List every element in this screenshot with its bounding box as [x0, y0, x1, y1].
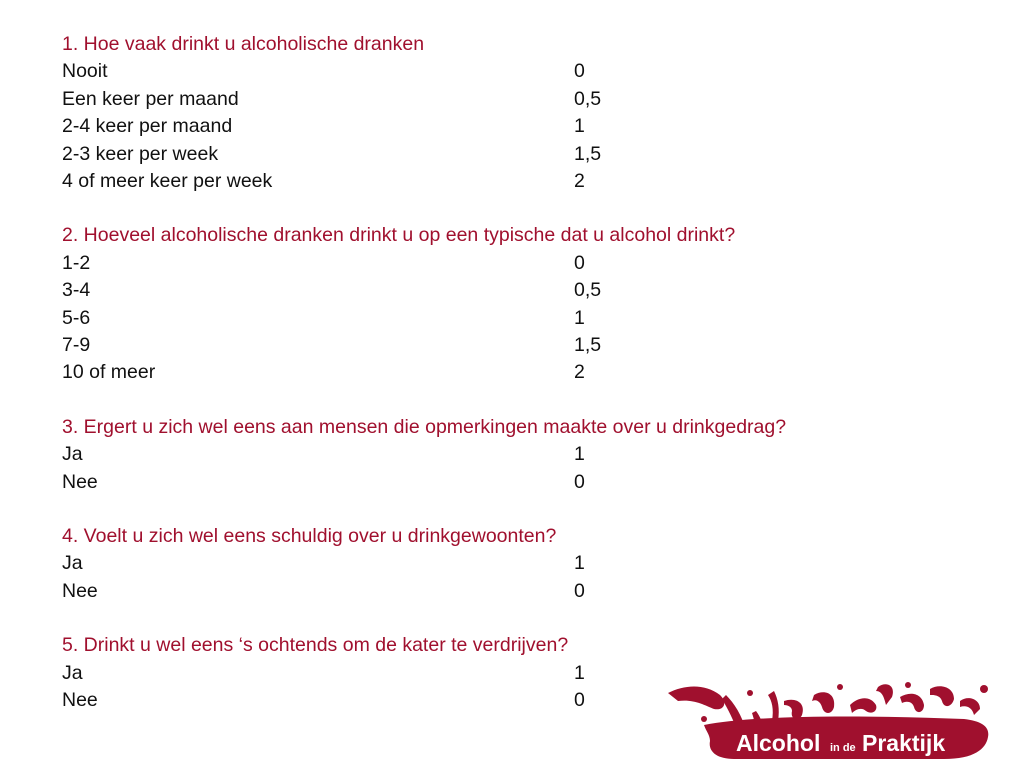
answer-score: 0,5 [574, 279, 602, 302]
question-title: 3. Ergert u zich wel eens aan mensen die opmerkingen maakte over u drinkgedrag? [62, 415, 787, 438]
question-title: 5. Drinkt u wel eens ‘s ochtends om de kater te verdrijven? [62, 634, 569, 657]
answer-option [62, 550, 962, 577]
answer-score: 1 [574, 306, 585, 329]
answer-label: 7-9 [62, 333, 91, 356]
answer-option [62, 141, 962, 168]
answer-label: 5-6 [62, 306, 91, 329]
answer-score: 1,5 [574, 333, 602, 356]
answer-label: 10 of meer [62, 361, 156, 384]
answer-label: Nee [62, 579, 98, 602]
answer-label: 1-2 [62, 251, 91, 274]
answer-score: 1 [574, 115, 585, 138]
question-4 [62, 523, 962, 605]
answer-option [62, 578, 962, 605]
question-2 [62, 222, 962, 386]
answer-option [62, 168, 962, 195]
answer-option [62, 86, 962, 113]
answer-option [62, 441, 962, 468]
answer-label: 2-4 keer per maand [62, 115, 233, 138]
answer-label: Nooit [62, 60, 108, 83]
answer-option [62, 250, 962, 277]
logo-text-praktijk: Praktijk [862, 730, 946, 756]
answer-option [62, 113, 962, 140]
question-title: 2. Hoeveel alcoholische dranken drinkt u op een typische dat u alcohol drinkt? [62, 224, 736, 247]
alcohol-in-de-praktijk-logo [664, 675, 994, 763]
wine-splash-logo-graphic [664, 675, 994, 763]
answer-option [62, 58, 962, 85]
answer-score: 0 [574, 470, 585, 493]
answer-label: Nee [62, 470, 98, 493]
answer-label: 3-4 [62, 279, 91, 302]
answer-label: 4 of meer keer per week [62, 169, 273, 192]
answer-label: Ja [62, 661, 83, 684]
answer-option [62, 332, 962, 359]
answer-score: 0 [574, 688, 585, 711]
question-title: 1. Hoe vaak drinkt u alcoholische dranken [62, 33, 425, 55]
answer-option [62, 359, 962, 386]
answer-score: 2 [574, 169, 585, 192]
answer-label: Ja [62, 552, 83, 575]
question-1 [62, 31, 962, 195]
logo-text-in-de: in de [830, 742, 856, 754]
questionnaire [62, 31, 962, 741]
answer-option [62, 277, 962, 304]
answer-score: 0 [574, 60, 585, 83]
answer-label: Ja [62, 443, 83, 466]
answer-score: 1 [574, 443, 585, 466]
answer-option [62, 305, 962, 332]
answer-score: 0 [574, 579, 585, 602]
question-3 [62, 414, 962, 496]
logo-text-alcohol: Alcohol [736, 730, 821, 756]
answer-option [62, 469, 962, 496]
answer-label: Nee [62, 688, 98, 711]
answer-score: 1,5 [574, 142, 602, 165]
answer-score: 0,5 [574, 87, 602, 110]
answer-score: 1 [574, 552, 585, 575]
answer-score: 1 [574, 661, 585, 684]
answer-score: 0 [574, 251, 585, 274]
answer-score: 2 [574, 361, 585, 384]
answer-label: Een keer per maand [62, 87, 239, 110]
question-title: 4. Voelt u zich wel eens schuldig over u drinkgewoonten? [62, 524, 557, 547]
answer-label: 2-3 keer per week [62, 142, 219, 165]
